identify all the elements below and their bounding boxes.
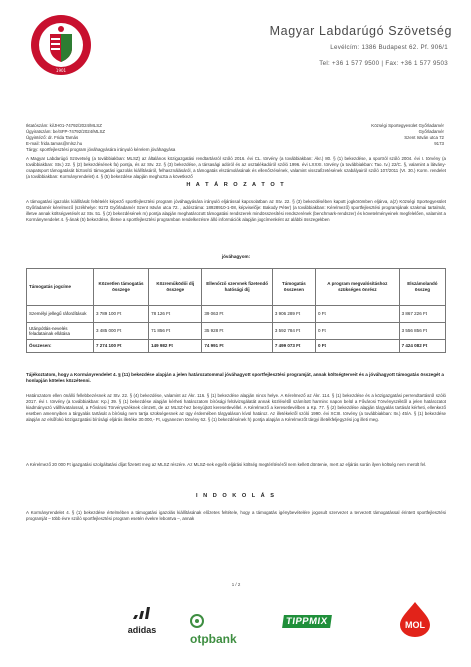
approved-label: jóváhagyom: (221, 254, 251, 259)
table-cell: 71 856 Ft (149, 323, 202, 340)
table-cell: 3 485 000 Ft (93, 323, 148, 340)
table-header-row (27, 269, 446, 306)
funding-table (26, 268, 446, 353)
tippmix-logo (283, 611, 345, 629)
table-header: Ellenőrző szervnek fizetendő hatósági díj (202, 269, 272, 306)
table-row-label: Személyi jellegű ráfordítások (27, 306, 94, 323)
recipient-zip: 9173 (434, 141, 444, 146)
table-total-cell: 7 424 082 Ft (399, 340, 445, 353)
document-meta (26, 123, 266, 153)
mol-logo (396, 600, 434, 638)
decision-paragraph: A támogatási igazolás kiállítását feltételét képező sportfejlesztési program jóváhagyására irányuló eljárással kapcsolatban az Stv. 22. § (3) bekezdésében kapott jogkörömben eljárva, a(z) Községi Sportegyesület Győrladamér kérelmező (székhelye: 9173 Győrladamér Szent István utca 72. , adószáma: 18928910-1-08, képviselője: Bakody Péter) (a továbbiakban: Kérelmező) sportfejlesztési programjának szakmai tartalmát, illetve annak költségvetését az Stv. 51. § (2) bekezdésének m) pontja alapján meghatározott támogatási rendszerek mindösszesítési rendszerének (benchmark-rendszer) és követelményeinek megfelelően, valamint a Kormányrendelet 4. §-ának (5) bekezdése, illetve a sportfejlesztési programban rendelkezésre álló információk alapján jogcímenként az alábbi összegekben (26, 199, 446, 222)
table-row (27, 323, 446, 340)
otpbank-leaf-icon (190, 614, 204, 628)
table-header: Támogatás jogcíme (27, 269, 94, 306)
officer-email[interactable]: E-mail: frida.tamas@mlsz.hu (26, 141, 83, 146)
organization-name: Magyar Labdarúgó Szövetség (269, 24, 452, 38)
case-officer: Ügyintéző: dr. Frida Tamás (26, 135, 79, 140)
file-number: Iktatószám: ki/JH01-74792/2024/MLSZ (26, 123, 102, 128)
table-cell: 3 906 289 Ft (272, 306, 315, 323)
table-cell: 3 867 226 Ft (399, 306, 445, 323)
organization-address: Levélcím: 1386 Budapest 62. Pf. 906/1 (330, 44, 448, 51)
table-header: Közvetlen támogatás összege (93, 269, 148, 306)
mol-wordmark: MOL (405, 620, 425, 630)
recipient-city: Győrladamér (418, 129, 444, 134)
table-total-row (27, 340, 446, 353)
recipient-name: Községi Sportegyesület Győrladamér (371, 123, 444, 128)
organization-phone: Tel: +36 1 577 9500 | Fax: +36 1 577 9503 (319, 60, 448, 67)
mlsz-crest-icon (30, 14, 92, 76)
reasoning-paragraph: A Kormányrendelet 4. § (1) bekezdése értelmében a támogatási igazolás kiállításának előzetes feltétele, hogy a támogatás igénybevételére jogosult szervezet a tervezett támogatással érintett sportfejlesztési programját – több évre szóló sportfejlesztési program esetén évekre lebontva –, annak (26, 510, 446, 521)
table-row-label: Utánpótlás-nevelés feladatainak ellátása (27, 323, 94, 340)
table-cell: 39 063 Ft (202, 306, 272, 323)
table-cell: 3 789 100 Ft (93, 306, 148, 323)
case-number: Ügyiratszám: be/SFP-74792/2024/MLSZ (26, 129, 106, 134)
table-cell: 35 928 Ft (202, 323, 272, 340)
recipient-street: Szent István utca 72 (404, 135, 444, 140)
page-number: 1 / 2 (231, 582, 241, 587)
table-cell: 3 556 856 Ft (399, 323, 445, 340)
table-header: Elszámolandó összeg (399, 269, 445, 306)
adidas-logo (118, 606, 166, 635)
table-total-cell: 74 991 Ft (202, 340, 272, 353)
intro-paragraph: A Magyar Labdarúgó Szövetség (a továbbiakban: MLSZ) az általános közigazgatási rendtartásról szóló 2016. évi CL. törvény (a továbbiakban: Ákr.) 80. § (1) bekezdése, a sportról szóló 2004. évi I. törvény (a továbbiakban: Stv.) 22. § (2) bekezdésének fa) pontja, és az Stv. 22. § (3) bekezdése, a társasági adóról és az osztalékadóról szóló 1996. évi LXXXI. törvény (a továbbiakban: Tao. tv.) 22/C. §, valamint a látvány-csapatsport támogatását biztosító támogatási igazolás kiállításáról, felhasználásáról, a támogatás elszámolásának és ellenőrzésének, valamint visszafizetésének szabályairól szóló 107/2011 (VI. 30.) Korm. rendelet (a továbbiakban: Kormányrendelet) 4. § (5) bekezdése alapján meghozta a következő (26, 156, 446, 179)
table-total-cell: 0 Ft (315, 340, 399, 353)
table-cell: 0 Ft (315, 306, 399, 323)
table-cell: 0 Ft (315, 323, 399, 340)
table-cell: 3 592 784 Ft (272, 323, 315, 340)
table-total-cell: 7 274 100 Ft (93, 340, 148, 353)
publication-notice: Tájékoztatom, hogy a Kormányrendelet 4. § (11) bekezdése alapján a jelen határozatommal jóváhagyott sportfejlesztési programját, annak költségterveit és a jóváhagyott támogatás összegét a honlapján köteles közzétenni. (26, 372, 444, 384)
table-total-cell: 7 499 073 Ft (272, 340, 315, 353)
crest-year: 1901 (55, 68, 67, 73)
fee-paragraph: A Kérelmező 20 000 Ft igazgatási szolgáltatási díjat fizetett meg az MLSZ részére. Az MLSZ-nek egyéb eljárási költség megtérítéséről nem kellett döntenie, mert az eljárás során ilyen költség nem merült fel. (26, 462, 427, 467)
appeal-paragraph: Határozatom ellen önálló fellebbezésnek az Stv. 22. § (4) bekezdése, valamint az Ákr. 116. § (1) bekezdése alapján nincs helye. A Kérelmező az Ákr. 114. § (1) bekezdése és a közigazgatási perrendtartásról szóló 2017. évi I. törvény (a továbbiakban: Kp.) 39. § (1) bekezdése alapján kérheti határozatom bírósági felülvizsgálatát annak közlésétől számított harminc napon belül a Fővárosi Törvényszéktől a jelen határozatot kiadmányozó vállhivatalossal, a Fővárosi Törvényszéknek címzett, de az MLSZ-hez benyújtott keresetlevéllel. A Kérelmező a keresetlevélben a Kp. 77. § (2) bekezdése alapján tárgyalás tartását kérheti, ellenkező esetben amennyiben a tárgyalás tartását a bíróság nem tartja szükségesnek az ügy érdemében tárgyaláson kívül határoz. Az illetékekről szóló 1990. évi XCIII. törvény (a továbbiakban: Itv.) 45/A. § (1) bekezdése alapján az elsőfokú közigazgatási bírósági eljárás illetéke 30.000,- Ft, ugyanezen törvény 62. § (1) bekezdésének h) pontja alapján a Kérelmezőt tárgyi illetékfeljegyzési jog illeti meg. (26, 393, 446, 422)
adidas-stripes-icon (132, 607, 152, 619)
table-cell: 78 126 Ft (149, 306, 202, 323)
table-total-label: Összesen: (27, 340, 94, 353)
decision-heading: H A T Á R O Z A T O T (186, 182, 286, 188)
table-header: Közreműködői díj összege (149, 269, 202, 306)
adidas-wordmark: adidas (127, 625, 157, 635)
table-header: Támogatás összesen (272, 269, 315, 306)
recipient-address (300, 123, 444, 147)
subject-line: Tárgy: sportfejlesztési program jóváhagyására irányuló kérelem jóváhagyása (26, 147, 176, 152)
otpbank-logo (190, 612, 254, 648)
reasoning-heading: I N D O K O L Á S (196, 493, 276, 499)
table-row (27, 306, 446, 323)
tippmix-wordmark: TIPPMIX (282, 615, 331, 628)
table-header: A program megvalósításhoz szükséges önrész (315, 269, 399, 306)
otpbank-wordmark: otpbank (190, 632, 237, 646)
mol-drop-icon (396, 600, 434, 638)
table-total-cell: 149 982 Ft (149, 340, 202, 353)
